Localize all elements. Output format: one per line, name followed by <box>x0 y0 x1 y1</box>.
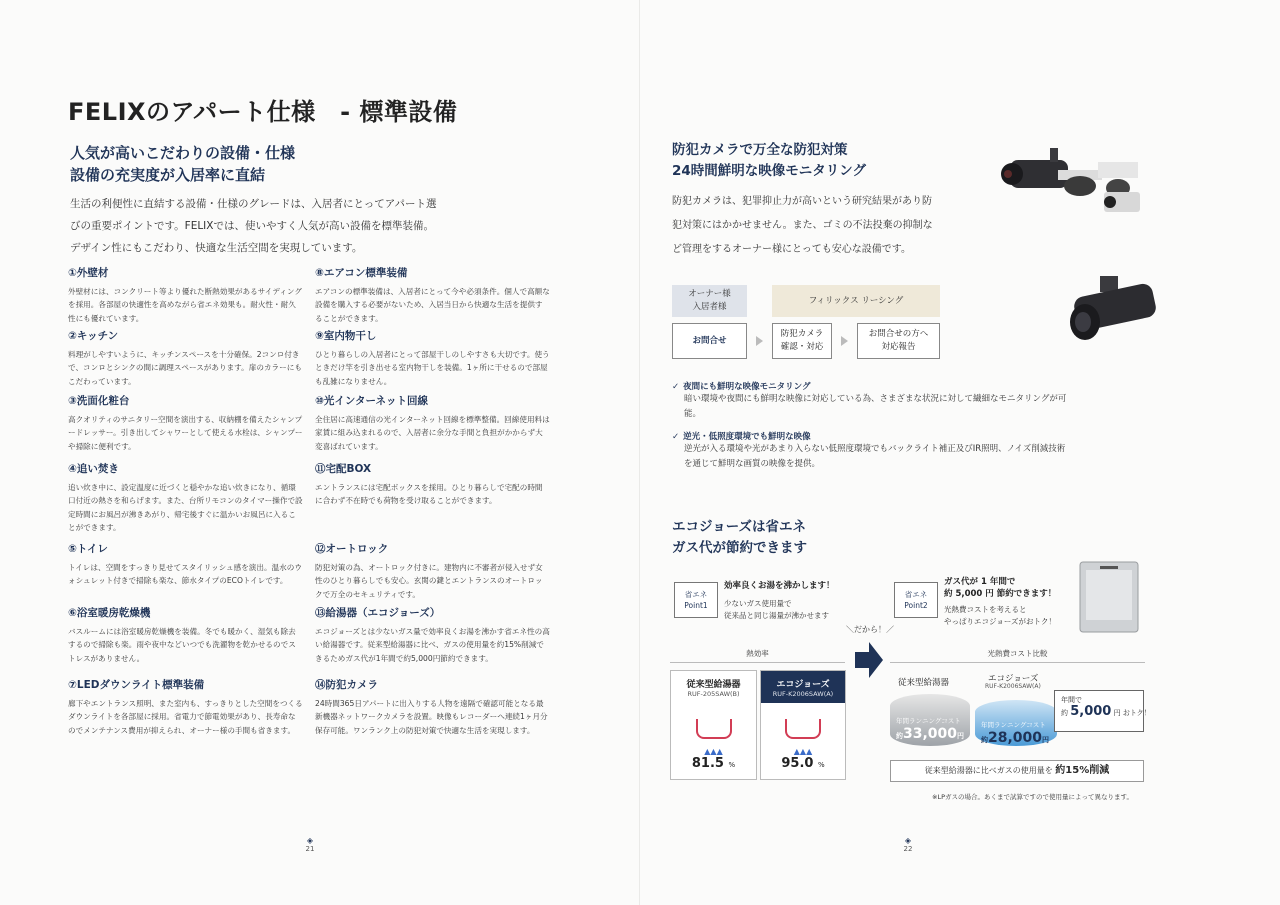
flow-step-inquiry: お問合せ <box>672 323 747 359</box>
flow-step-camera-check: 防犯カメラ 確認・対応 <box>772 323 832 359</box>
page-number-text: 21 <box>305 845 315 853</box>
feature-security-camera <box>315 677 550 737</box>
cost-comparison-label: 光熱費コスト比較 <box>890 648 1145 663</box>
cost-conventional-value <box>896 726 964 742</box>
cost-eco-value <box>981 730 1049 746</box>
camera-group-image <box>990 140 1150 220</box>
water-heater-image <box>1074 556 1144 636</box>
saving-suffix: 円 おトク！ <box>1113 709 1151 717</box>
check-title <box>672 380 1072 392</box>
saving-prefix: 約 <box>1061 709 1068 717</box>
felix-mark-icon: ◈ <box>306 836 314 845</box>
box-camera-icon <box>1104 192 1140 212</box>
page-number-text: 22 <box>903 845 913 853</box>
point2-sub: 光熱費コストを考えると やっぱりエコジョーズがおトク！ <box>944 605 1056 626</box>
feature-text: 料理がしやすいように、キッチンスペースを十分確保。2コンロ付きで、コンロとシンクの間に調理スペースがあります。扉のカラーにもこだわっています。 <box>68 350 302 386</box>
eco-model: RUF-K2006SAW(A) <box>772 690 834 698</box>
eco-efficiency <box>761 756 845 771</box>
check-icon: ✓ <box>672 382 680 392</box>
feature-title: ⑪宅配BOX <box>315 463 372 475</box>
saving-top: 年間で <box>1061 696 1082 704</box>
conventional-model: RUF-205SAW(B) <box>687 690 740 698</box>
feature-fiber-internet <box>315 393 550 453</box>
cost-conventional-label: 年間ランニングコスト <box>896 717 961 725</box>
bullet-camera-icon <box>1001 148 1068 188</box>
bathtub-icon <box>785 719 821 739</box>
cost-conventional-unit: 円 <box>957 732 965 740</box>
cost-eco-model: RUF-K2006SAW(A) <box>985 683 1041 690</box>
check-backlight <box>672 430 1072 472</box>
feature-reheating <box>68 461 303 535</box>
cost-conventional-name: 従来型給湯器 <box>898 678 950 688</box>
point1-sub: 少ないガス使用量で 従来品と同じ湯量が沸かせます <box>724 599 829 620</box>
camera-title <box>672 140 866 182</box>
intro-line-3: デザイン性にもこだわり、快適な生活空間を実現しています。 <box>70 242 363 254</box>
dome-camera-icon <box>1058 162 1138 197</box>
feature-text: 高クオリティのサニタリー空間を演出する、収納棚を備えたシャンプードレッサー。引き出してシャワーとして使える水栓は、シャンプーや掃除に便利です。 <box>68 415 303 451</box>
feature-text: エアコンの標準装備は、入居者にとって今や必須条件。個人で高額な設備を購入する必要がないため、入居当日から快適な生活を提供することができます。 <box>315 287 550 323</box>
feature-title: ③洗面化粧台 <box>68 395 130 407</box>
cost-eco-prefix: 約 <box>981 736 988 744</box>
intro-line-2: びの重要ポイントです。FELIXでは、使いやすく人気が高い設備を標準装備。 <box>70 220 434 232</box>
feature-water-heater <box>315 605 550 665</box>
eco-heater-card <box>760 670 846 780</box>
feature-text: 追い炊き中に、設定温度に近づくと穏やかな追い炊きになり、循環口付近の熱さを和らげます。また、台所リモコンのタイマー操作で設定時間にお風呂が沸きあがり、帰宅後すぐに温かいお風呂に入ることができます。 <box>68 483 303 533</box>
feature-title: ①外壁材 <box>68 267 109 279</box>
feature-title: ⑧エアコン標準装備 <box>315 267 408 279</box>
check-icon: ✓ <box>672 432 680 442</box>
feature-text: 全住居に高速通信の光インターネット回線を標準整備。回線使用料は家賃に組み込まれるので、入居者に余分な手間と負担がかからず大変喜ばれています。 <box>315 415 550 451</box>
eco-title-line-1: エコジョーズは省エネ <box>672 519 807 535</box>
feature-exterior-wall <box>68 265 303 325</box>
eco-title <box>672 517 807 559</box>
point2-heading: ガス代が 1 年間で 約 5,000 円 節約できます！ <box>944 577 1057 599</box>
point2-badge: 省エネ Point2 <box>894 582 938 618</box>
conventional-pct: 81.5 <box>691 756 724 771</box>
check-night-monitoring <box>672 380 1072 422</box>
feature-auto-lock <box>315 541 550 601</box>
feature-led-downlight <box>68 677 303 737</box>
flow-felix-label: フィリックス リーシング <box>772 285 940 317</box>
feature-title: ⑭防犯カメラ <box>315 679 378 691</box>
eco-pct: 95.0 <box>781 756 814 771</box>
flame-icon: ▲▲▲ <box>793 747 813 756</box>
feature-title: ②キッチン <box>68 330 119 342</box>
check-title <box>672 430 1072 442</box>
feature-text: 外壁材には、コンクリート等より優れた断熱効果があるサイディングを採用。各部屋の快適性を高めながら省エネ効果も。耐火性・耐久性にも優れています。 <box>68 287 302 323</box>
intro-line-1: 生活の利便性に直結する設備・仕様のグレードは、入居者にとってアパート選 <box>70 198 437 210</box>
feature-text: 防犯対策の為、オートロック付きに。建物内に不審者が侵入せず女性のひとり暮らしでも安心。玄関の鍵とエントランスのオートロックで万全のセキュリティです。 <box>315 563 543 599</box>
camera-text-line-3: ど管理をするオーナー様にとっても安心な設備です。 <box>672 244 911 255</box>
camera-title-line-1: 防犯カメラで万全な防犯対策 <box>672 142 848 158</box>
check-text: 逆光が入る環境や光があまり入らない低照度環境でもバックライト補正及びIR照明、ノイズ削減技術を通じて鮮明な画質の映像を提供。 <box>684 444 1066 469</box>
camera-text <box>672 190 967 262</box>
feature-air-conditioner <box>315 265 550 325</box>
felix-mark-icon: ◈ <box>904 836 912 845</box>
lead-heading <box>70 142 295 186</box>
eco-name: エコジョーズ <box>776 680 830 690</box>
camera-text-line-1: 防犯カメラは、犯罪抑止力が高いという研究結果があり防 <box>672 196 932 207</box>
feature-title: ④追い焚き <box>68 463 119 475</box>
conventional-efficiency <box>671 756 756 771</box>
bathtub-icon <box>696 719 732 739</box>
summary-emph: 約15%削減 <box>1055 765 1110 776</box>
feature-bathroom-dryer <box>68 605 303 665</box>
feature-text: エコジョーズとは少ないガス量で効率良くお湯を沸かす省エネ性の高い給湯器です。従来型給湯器に比べ、ガスの使用量を約15%削減できるためガス代が1年間で約5,000円節約できます。 <box>315 627 550 663</box>
feature-toilet <box>68 541 303 588</box>
summary-text: 従来型給湯器に比べガスの使用量を <box>924 766 1053 775</box>
saving-line <box>1055 704 1151 719</box>
feature-title: ⑩光インターネット回線 <box>315 395 428 407</box>
conventional-name: 従来型給湯器 <box>686 680 741 690</box>
feature-title: ⑫オートロック <box>315 543 389 555</box>
efficiency-label: 熱効率 <box>670 648 845 663</box>
camera-title-line-2: 24時間鮮明な映像モニタリング <box>672 163 867 179</box>
footnote: ※LPガスの場合。あくまで試算ですので使用量によって異なります。 <box>932 793 1133 801</box>
point1-heading: 効率良くお湯を沸かします！ <box>724 581 835 591</box>
point1-badge: 省エネ Point1 <box>674 582 718 618</box>
right-page <box>640 0 1280 905</box>
flow-step-report: お問合せの方へ 対応報告 <box>857 323 940 359</box>
because-label: ＼だから！／ <box>846 625 894 634</box>
feature-title: ⑤トイレ <box>68 543 108 555</box>
feature-indoor-drying <box>315 328 550 388</box>
intro-text <box>70 193 450 259</box>
feature-title: ⑥浴室暖房乾燥機 <box>68 607 151 619</box>
page-number-left <box>295 836 325 853</box>
cost-eco-name: エコジョーズ <box>988 674 1039 684</box>
cost-conventional-amount: 33,000 <box>903 726 958 742</box>
cost-conventional-prefix: 約 <box>896 732 903 740</box>
feature-kitchen <box>68 328 303 388</box>
cost-eco-amount: 28,000 <box>988 730 1043 746</box>
page-title: FELIXのアパート仕様 - 標準設備 <box>68 98 458 126</box>
cost-eco-unit: 円 <box>1042 736 1050 744</box>
flow-arrow-icon <box>841 336 848 346</box>
flame-icon: ▲▲▲ <box>704 747 723 756</box>
check-text: 暗い環境や夜間にも鮮明な映像に対応している為、さまざまな状況に対して繊細なモニタリングが可能。 <box>684 394 1067 419</box>
lead-line-1: 人気が高いこだわりの設備・仕様 <box>70 144 296 162</box>
feature-text: バスルームには浴室暖房乾燥機を装備。冬でも暖かく、湿気も除去するので掃除も楽。雨や夜中などいつでも洗濯物を乾かせるのでストレスがありません。 <box>68 627 296 663</box>
feature-washbasin <box>68 393 303 453</box>
feature-delivery-box <box>315 461 550 508</box>
eco-card-header <box>761 671 845 703</box>
feature-title: ⑨室内物干し <box>315 330 377 342</box>
camera-text-line-2: 犯対策にはかかせません。また、ゴミの不法投棄の抑制な <box>672 220 933 231</box>
bullet-camera-image <box>1065 272 1160 352</box>
feature-text: 廊下やエントランス照明、また室内も、すっきりとした空間をつくるダウンライトを各部屋に採用。省電力で節電効果があり、長寿命なのでメンテナンス費用が抑えられ、オーナー様の手間も省きます。 <box>68 699 303 735</box>
cost-eco-label: 年間ランニングコスト <box>981 721 1046 729</box>
feature-text: エントランスには宅配ボックスを採用。ひとり暮らしで宅配の時間に合わず不在時でも荷物を受け取ることができます。 <box>315 483 543 506</box>
flow-owner-label: オーナー様 入居者様 <box>672 285 747 317</box>
saving-value: 5,000 <box>1070 704 1112 719</box>
flow-arrow-icon <box>756 336 763 346</box>
feature-text: 24時間365日アパートに出入りする人物を遠隔で確認可能となる最新機器ネットワークカメラを設置。映像もレコーダーへ連続1ヶ月分保存可能。ワンランク上の防犯対策で快適な生活を実現します。 <box>315 699 548 735</box>
conventional-pct-unit: % <box>728 761 736 769</box>
lead-line-2: 設備の充実度が入居率に直結 <box>70 166 266 184</box>
page-number-right <box>893 836 923 853</box>
gas-reduction-summary <box>890 760 1144 782</box>
check-title-text: 逆光・低照度環境でも鮮明な映像 <box>683 432 811 442</box>
feature-text: ひとり暮らしの入居者にとって部屋干しのしやすさも大切です。使うときだけ竿を引き出せる室内物干しを装備。1ヶ所に干せるので部屋も乱雑になりません。 <box>315 350 550 386</box>
feature-title: ⑬給湯器（エコジョーズ） <box>315 607 441 619</box>
saving-callout <box>1054 690 1151 732</box>
eco-title-line-2: ガス代が節約できます <box>672 540 807 556</box>
conventional-heater-card <box>670 670 757 780</box>
feature-title: ⑦LEDダウンライト標準装備 <box>68 679 205 691</box>
eco-pct-unit: % <box>817 761 825 769</box>
feature-text: トイレは、空間をすっきり見せてスタイリッシュ感を演出。温水のウォシュレット付きで掃除も楽な、節水タイプのECOトイレです。 <box>68 563 302 586</box>
arrow-right-icon <box>855 642 885 678</box>
check-title-text: 夜間にも鮮明な映像モニタリング <box>683 382 811 392</box>
